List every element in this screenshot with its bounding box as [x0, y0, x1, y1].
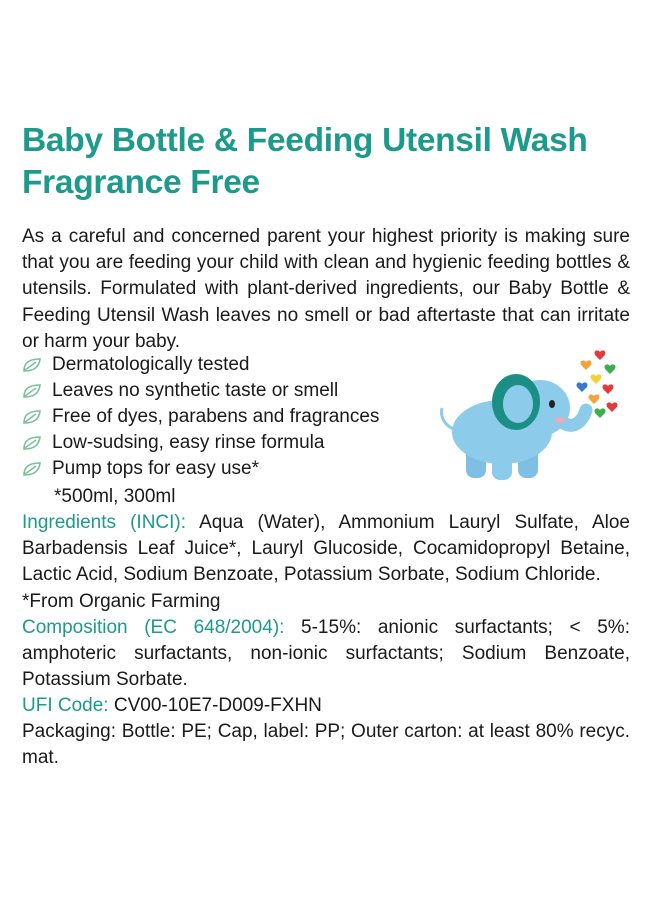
heart-icon: [589, 394, 600, 404]
heart-icon: [595, 350, 606, 360]
packaging-info: Packaging: Bottle: PE; Cap, label: PP; Outer carton: at least 80% recyc. mat.: [22, 721, 630, 769]
leaf-icon: [22, 435, 42, 451]
heart-icon: [595, 408, 606, 418]
intro-paragraph: As a careful and concerned parent your highest priority is making sure that you are feeding your child with clean and hygienic feeding bottles & utensils. Formulated with plant-derived ingredients, our Baby Bottle & Feeding Utensil Wash leaves no smell or bad aftertaste that can irritate or harm your baby.: [22, 226, 630, 352]
list-item: [22, 352, 422, 378]
ufi-label: UFI Code:: [22, 695, 109, 716]
composition-section: [22, 615, 630, 694]
sizes-note: *500ml, 300ml: [54, 486, 176, 507]
composition-text: 5-15%: anionic surfactants; < 5%: amphoteric surfactants, non-ionic surfactants; Sodium Benzoate, Potassium Sorbate.: [22, 617, 630, 691]
heart-icon: [591, 374, 602, 384]
heart-icon: [607, 402, 618, 412]
list-item: [22, 404, 422, 430]
ufi-text: CV00-10E7-D009-FXHN: [108, 695, 322, 716]
elephant-illustration: [420, 340, 632, 490]
list-item: [22, 430, 422, 456]
heart-icon: [603, 384, 614, 394]
leaf-icon: [22, 409, 42, 425]
title-line-2: Fragrance Free: [22, 164, 260, 201]
heart-icon: [605, 364, 616, 374]
list-item: [22, 456, 422, 482]
ingredients-note: *From Organic Farming: [22, 590, 221, 612]
feature-text: Leaves no synthetic taste or smell: [52, 380, 339, 401]
composition-label: Composition (EC 648/2004):: [22, 617, 285, 638]
heart-icon: [581, 360, 592, 370]
feature-text: Free of dyes, parabens and fragrances: [52, 406, 380, 427]
feature-list: [22, 352, 422, 482]
list-item: [22, 378, 422, 404]
feature-text: Dermatologically tested: [52, 354, 250, 375]
leaf-icon: [22, 383, 42, 399]
title-line-1: Baby Bottle & Feeding Utensil Wash: [22, 122, 588, 159]
leaf-icon: [22, 461, 42, 477]
ufi-section: [22, 693, 630, 719]
feature-text: Pump tops for easy use*: [52, 458, 259, 479]
ingredients-section: [22, 510, 630, 615]
heart-icon: [577, 382, 588, 392]
ingredients-label: Ingredients (INCI):: [22, 512, 187, 533]
feature-text: Low-sudsing, easy rinse formula: [52, 432, 325, 453]
leaf-icon: [22, 357, 42, 373]
ingredients-text: Aqua (Water), Ammonium Lauryl Sulfate, Aloe Barbadensis Leaf Juice*, Lauryl Glucoside, Cocamidopropyl Betaine, Lactic Acid, Sodium Benzoate, Potassium Sorbate, Sodium Chloride.: [22, 512, 630, 586]
page-title: [22, 120, 652, 204]
